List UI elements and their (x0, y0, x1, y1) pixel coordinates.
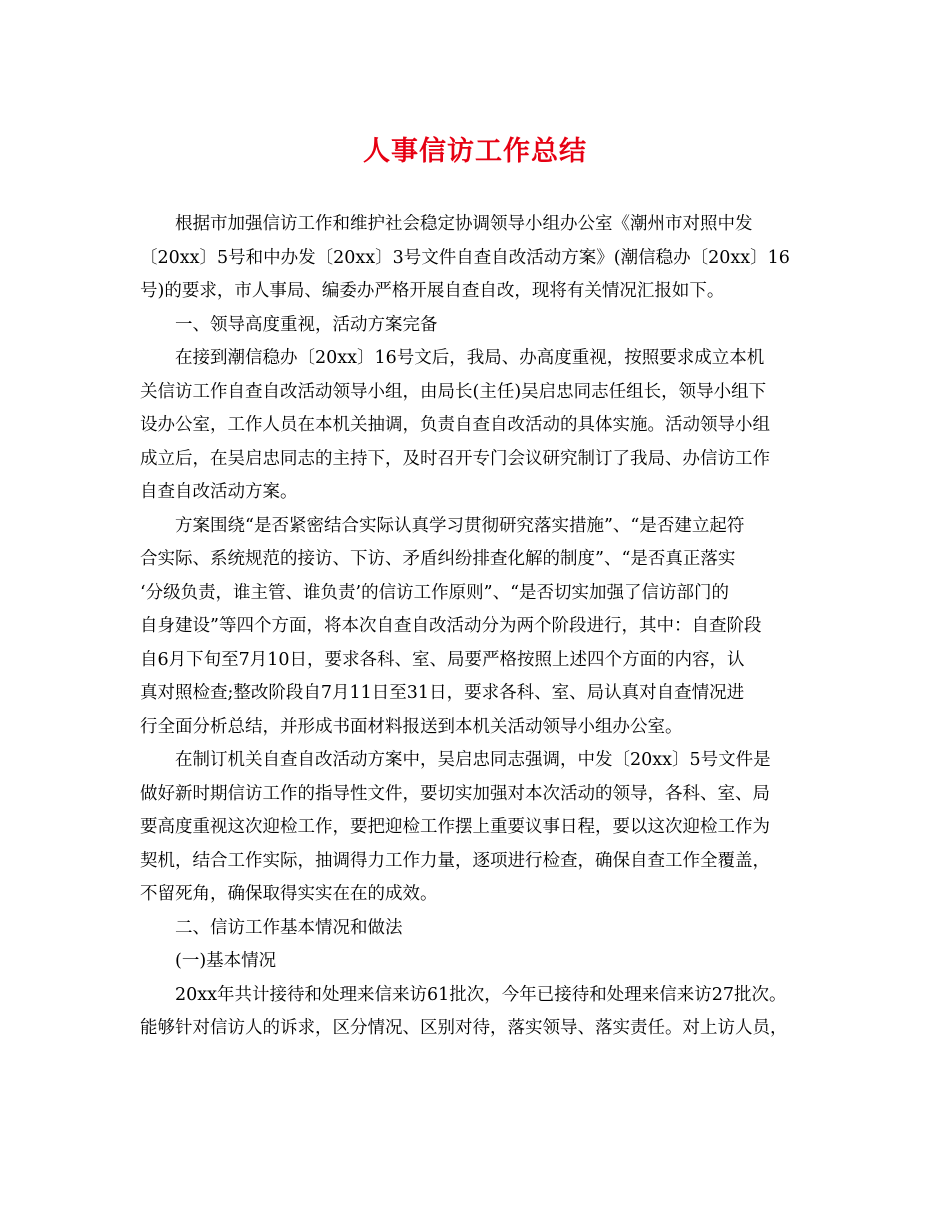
paragraph-line: 自6月下旬至7月10日，要求各科、室、局要严格按照上述四个方面的内容，认 (140, 649, 745, 670)
paragraph-line: ‘分级负责，谁主管、谁负责’的信访工作原则”、“是否切实加强了信访部门的 (140, 582, 730, 603)
paragraph-line: 设办公室，工作人员在本机关抽调，负责自查自改活动的具体实施。活动领导小组 (140, 415, 770, 435)
paragraph-line: 在接到潮信稳办〔20xx〕16号文后，我局、办高度重视，按照要求成立本机 (175, 348, 765, 368)
paragraph-line: 要高度重视这次迎检工作，要把迎检工作摆上重要议事日程，要以这次迎检工作为 (140, 817, 770, 837)
paragraph-line: 自身建设”等四个方面，将本次自查自改活动分为两个阶段进行，其中：自查阶段 (140, 616, 762, 636)
paragraph-line: 行全面分析总结，并形成书面材料报送到本机关活动领导小组办公室。 (140, 716, 683, 737)
paragraph-line: 契机，结合工作实际，抽调得力工作力量，逐项进行检查，确保自查工作全覆盖， (140, 850, 770, 871)
paragraph-line: 能够针对信访人的诉求，区分情况、区别对待，落实领导、落实责任。对上访人员， (140, 1018, 788, 1038)
paragraph-line: 合实际、系统规范的接访、下访、矛盾纠纷排查化解的制度”、“是否真正落实 (140, 549, 736, 569)
document-title: 人事信访工作总结 (363, 136, 587, 167)
paragraph-line: 号)的要求，市人事局、编委办严格开展自查自改，现将有关情况汇报如下。 (140, 281, 725, 301)
section-heading-2: 二、信访工作基本情况和做法 (175, 917, 403, 938)
paragraph-line: 在制订机关自查自改活动方案中，吴启忠同志强调，中发〔20xx〕5号文件是 (175, 750, 771, 770)
document-body (140, 208, 820, 1046)
section-heading-1: 一、领导高度重视，活动方案完备 (175, 314, 438, 335)
paragraph-line: 真对照检查;整改阶段自7月11日至31日，要求各科、室、局认真对自查情况进 (140, 683, 745, 703)
subsection-heading: (一)基本情况 (175, 951, 277, 971)
paragraph-line: 不留死角，确保取得实实在在的成效。 (140, 884, 438, 904)
paragraph-line: 方案围绕“是否紧密结合实际认真学习贯彻研究落实措施”、“是否建立起符 (175, 515, 745, 536)
paragraph-line: 关信访工作自查自改活动领导小组，由局长(主任)吴启忠同志任组长，领导小组下 (140, 381, 767, 402)
paragraph-line: 〔20xx〕5号和中办发〔20xx〕3号文件自查自改活动方案》(潮信稳办〔20xx〕16 (140, 247, 790, 268)
paragraph-line: 做好新时期信访工作的指导性文件，要切实加强对本次活动的领导，各科、室、局 (140, 783, 770, 804)
paragraph-line: 根据市加强信访工作和维护社会稳定协调领导小组办公室《潮州市对照中发 (175, 214, 753, 234)
paragraph-line: 成立后，在吴启忠同志的主持下，及时召开专门会议研究制订了我局、办信访工作 (140, 448, 770, 469)
paragraph-line: 自查自改活动方案。 (140, 482, 298, 502)
paragraph-line: 20xx年共计接待和处理来信来访61批次，今年已接待和处理来信来访27批次。 (175, 984, 787, 1005)
